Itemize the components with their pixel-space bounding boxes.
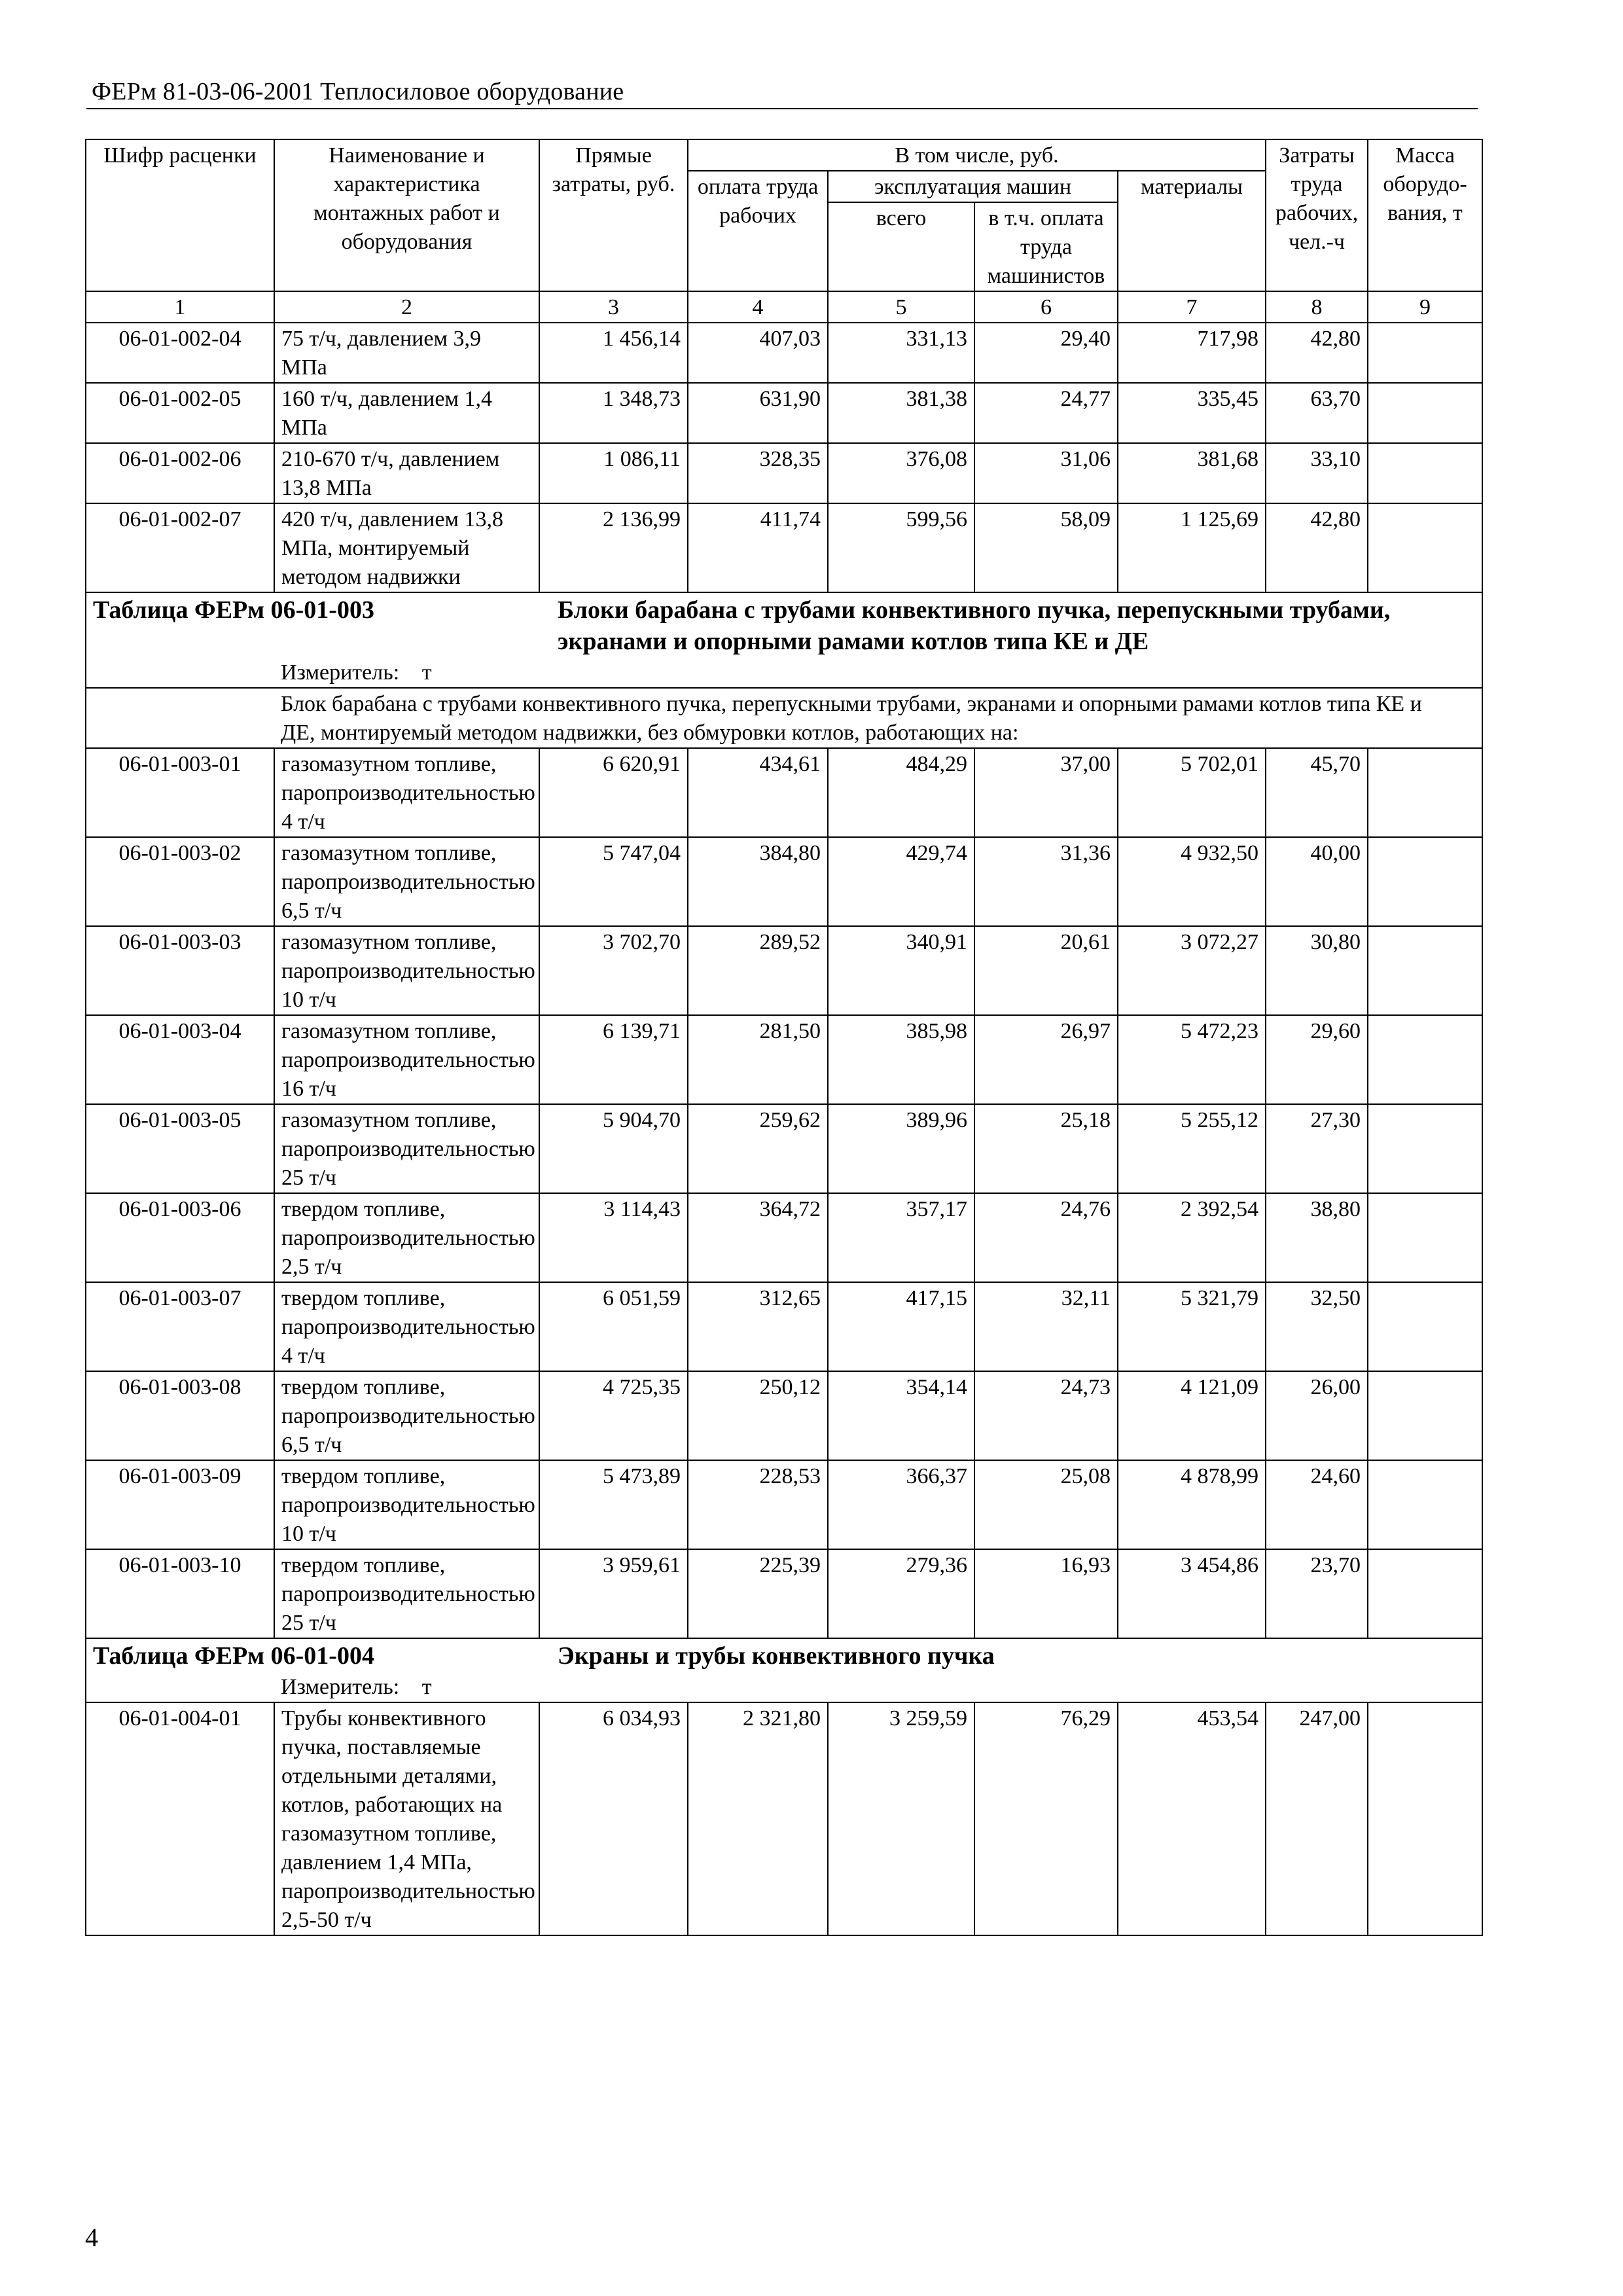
- work-name: 75 т/ч, давлением 3,9 МПа: [274, 323, 539, 383]
- work-name: газомазутном топливе, паропроизводительностью 16 т/ч: [274, 1015, 539, 1104]
- materials: 717,98: [1118, 323, 1266, 383]
- col-number: 4: [688, 291, 828, 323]
- table-row: [86, 748, 1482, 837]
- equipment-mass: [1368, 1282, 1482, 1371]
- materials: 381,68: [1118, 443, 1266, 503]
- section-title-cell: [539, 592, 1482, 657]
- machines-wages: 58,09: [974, 503, 1118, 592]
- rate-code: 06-01-003-08: [86, 1371, 274, 1460]
- machines-wages: 31,36: [974, 837, 1118, 926]
- rate-code: 06-01-003-10: [86, 1549, 274, 1638]
- wages: 2 321,80: [688, 1702, 828, 1935]
- wages: 225,39: [688, 1549, 828, 1638]
- wages: 328,35: [688, 443, 828, 503]
- equipment-mass: [1368, 383, 1482, 443]
- rate-code: 06-01-004-01: [86, 1702, 274, 1935]
- col-number: 9: [1368, 291, 1482, 323]
- labor-hours: 32,50: [1266, 1282, 1368, 1371]
- col-number: 7: [1118, 291, 1266, 323]
- materials: 5 255,12: [1118, 1104, 1266, 1193]
- section-label-cell: [86, 1638, 539, 1672]
- rows-table-002: [86, 323, 1482, 592]
- work-name: 160 т/ч, давлением 1,4 МПа: [274, 383, 539, 443]
- rate-code: 06-01-003-02: [86, 837, 274, 926]
- materials: 4 121,09: [1118, 1371, 1266, 1460]
- header-including: В том числе, руб.: [688, 139, 1266, 171]
- labor-hours: 40,00: [1266, 837, 1368, 926]
- machines-total: 381,38: [828, 383, 974, 443]
- measure-label: Измеритель:: [281, 660, 400, 685]
- machines-wages: 37,00: [974, 748, 1118, 837]
- machines-wages: 26,97: [974, 1015, 1118, 1104]
- wages: 384,80: [688, 837, 828, 926]
- col-number: 5: [828, 291, 974, 323]
- machines-wages: 76,29: [974, 1702, 1118, 1935]
- work-name: Трубы конвективного пучка, поставляемые отдельными деталями, котлов, работающих на газомазутном топливе, давлением 1,4 МПа, паропроизводительностью 2,5-50 т/ч: [274, 1702, 539, 1935]
- col-number: 8: [1266, 291, 1368, 323]
- machines-total: 376,08: [828, 443, 974, 503]
- machines-total: 354,14: [828, 1371, 974, 1460]
- measure-unit: т: [421, 660, 432, 685]
- table-row: [86, 503, 1482, 592]
- labor-hours: 24,60: [1266, 1460, 1368, 1549]
- machines-total: 385,98: [828, 1015, 974, 1104]
- table-row: [86, 1549, 1482, 1638]
- table-row: [86, 323, 1482, 383]
- materials: 5 321,79: [1118, 1282, 1266, 1371]
- section-title: Блоки барабана с трубами конвективного пучка, перепускными трубами, экранами и опорными рамами котлов типа КЕ и ДЕ: [558, 596, 1391, 655]
- measure-row: [86, 1672, 1482, 1702]
- equipment-mass: [1368, 1702, 1482, 1935]
- direct-costs: 6 139,71: [539, 1015, 688, 1104]
- direct-costs: 5 904,70: [539, 1104, 688, 1193]
- table-row: [86, 1702, 1482, 1935]
- machines-total: 340,91: [828, 926, 974, 1015]
- machines-total: 366,37: [828, 1460, 974, 1549]
- direct-costs: 3 959,61: [539, 1549, 688, 1638]
- col-number: 6: [974, 291, 1118, 323]
- work-name: твердом топливе, паропроизводительностью 10 т/ч: [274, 1460, 539, 1549]
- direct-costs: 1 348,73: [539, 383, 688, 443]
- wages: 281,50: [688, 1015, 828, 1104]
- measure-unit: т: [421, 1675, 432, 1699]
- rate-code: 06-01-003-01: [86, 748, 274, 837]
- intro-row: [86, 688, 1482, 748]
- work-name: газомазутном топливе, паропроизводительностью 6,5 т/ч: [274, 837, 539, 926]
- direct-costs: 6 051,59: [539, 1282, 688, 1371]
- header-labor: Затраты труда рабочих, чел.-ч: [1266, 139, 1368, 291]
- column-numbers-row: [86, 291, 1482, 323]
- wages: 364,72: [688, 1193, 828, 1282]
- work-name: твердом топливе, паропроизводительностью 4 т/ч: [274, 1282, 539, 1371]
- equipment-mass: [1368, 323, 1482, 383]
- table-row: [86, 1193, 1482, 1282]
- document-header-title: ФЕРм 81-03-06-2001 Теплосиловое оборудование: [92, 78, 624, 105]
- header-machines-wages: в т.ч. оплата труда машинистов: [974, 202, 1118, 291]
- equipment-mass: [1368, 748, 1482, 837]
- table-row: [86, 383, 1482, 443]
- materials: 335,45: [1118, 383, 1266, 443]
- labor-hours: 42,80: [1266, 503, 1368, 592]
- measure-cell: [274, 657, 1482, 688]
- labor-hours: 29,60: [1266, 1015, 1368, 1104]
- labor-hours: 26,00: [1266, 1371, 1368, 1460]
- work-name: твердом топливе, паропроизводительностью 6,5 т/ч: [274, 1371, 539, 1460]
- intro-spacer: [86, 688, 274, 748]
- section-003-header: [86, 592, 1482, 748]
- header-mass: Масса оборудо-вания, т: [1368, 139, 1482, 291]
- machines-wages: 24,73: [974, 1371, 1118, 1460]
- equipment-mass: [1368, 1015, 1482, 1104]
- header-wages: оплата труда рабочих: [688, 171, 828, 291]
- materials: 1 125,69: [1118, 503, 1266, 592]
- labor-hours: 30,80: [1266, 926, 1368, 1015]
- materials: 4 932,50: [1118, 837, 1266, 926]
- rate-code: 06-01-002-04: [86, 323, 274, 383]
- materials: 2 392,54: [1118, 1193, 1266, 1282]
- measure-cell: [274, 1672, 1482, 1702]
- direct-costs: 5 747,04: [539, 837, 688, 926]
- wages: 228,53: [688, 1460, 828, 1549]
- labor-hours: 38,80: [1266, 1193, 1368, 1282]
- measure-label: Измеритель:: [281, 1675, 400, 1699]
- work-name: твердом топливе, паропроизводительностью 2,5 т/ч: [274, 1193, 539, 1282]
- rate-code: 06-01-002-07: [86, 503, 274, 592]
- equipment-mass: [1368, 1549, 1482, 1638]
- header-name: Наименование и характеристика монтажных работ и оборудования: [274, 139, 539, 291]
- machines-wages: 25,18: [974, 1104, 1118, 1193]
- table-row: [86, 1104, 1482, 1193]
- materials: 3 072,27: [1118, 926, 1266, 1015]
- work-name: газомазутном топливе, паропроизводительностью 25 т/ч: [274, 1104, 539, 1193]
- wages: 250,12: [688, 1371, 828, 1460]
- equipment-mass: [1368, 1460, 1482, 1549]
- table-row: [86, 926, 1482, 1015]
- header-direct-costs: Прямые затраты, руб.: [539, 139, 688, 291]
- table-row: [86, 443, 1482, 503]
- labor-hours: 42,80: [1266, 323, 1368, 383]
- table-row: [86, 837, 1482, 926]
- header-machines-total: всего: [828, 202, 974, 291]
- rate-code: 06-01-003-03: [86, 926, 274, 1015]
- col-number: 1: [86, 291, 274, 323]
- table-row: [86, 1371, 1482, 1460]
- materials: 3 454,86: [1118, 1549, 1266, 1638]
- table-row: [86, 1015, 1482, 1104]
- rows-table-003: [86, 748, 1482, 1638]
- equipment-mass: [1368, 837, 1482, 926]
- col-number: 2: [274, 291, 539, 323]
- direct-costs: 1 456,14: [539, 323, 688, 383]
- machines-total: 484,29: [828, 748, 974, 837]
- machines-total: 417,15: [828, 1282, 974, 1371]
- materials: 5 472,23: [1118, 1015, 1266, 1104]
- work-name: газомазутном топливе, паропроизводительностью 10 т/ч: [274, 926, 539, 1015]
- labor-hours: 247,00: [1266, 1702, 1368, 1935]
- rate-code: 06-01-003-07: [86, 1282, 274, 1371]
- machines-wages: 24,76: [974, 1193, 1118, 1282]
- machines-wages: 16,93: [974, 1549, 1118, 1638]
- rates-table: [85, 139, 1483, 1936]
- materials: 4 878,99: [1118, 1460, 1266, 1549]
- rate-code: 06-01-002-06: [86, 443, 274, 503]
- rate-code: 06-01-003-04: [86, 1015, 274, 1104]
- direct-costs: 5 473,89: [539, 1460, 688, 1549]
- wages: 631,90: [688, 383, 828, 443]
- rate-code: 06-01-003-06: [86, 1193, 274, 1282]
- labor-hours: 63,70: [1266, 383, 1368, 443]
- page-number: 4: [85, 2223, 98, 2252]
- machines-total: 357,17: [828, 1193, 974, 1282]
- wages: 259,62: [688, 1104, 828, 1193]
- equipment-mass: [1368, 1104, 1482, 1193]
- table-row: [86, 1282, 1482, 1371]
- measure-row: [86, 657, 1482, 688]
- rate-code: 06-01-003-09: [86, 1460, 274, 1549]
- machines-wages: 20,61: [974, 926, 1118, 1015]
- work-name: твердом топливе, паропроизводительностью 25 т/ч: [274, 1549, 539, 1638]
- section-title-cell: [539, 1638, 1482, 1672]
- equipment-mass: [1368, 1193, 1482, 1282]
- wages: 312,65: [688, 1282, 828, 1371]
- machines-total: 429,74: [828, 837, 974, 926]
- direct-costs: 1 086,11: [539, 443, 688, 503]
- labor-hours: 23,70: [1266, 1549, 1368, 1638]
- machines-total: 279,36: [828, 1549, 974, 1638]
- machines-wages: 32,11: [974, 1282, 1118, 1371]
- direct-costs: 6 620,91: [539, 748, 688, 837]
- machines-wages: 29,40: [974, 323, 1118, 383]
- table-row: [86, 1460, 1482, 1549]
- materials: 5 702,01: [1118, 748, 1266, 837]
- measure-spacer: [86, 657, 274, 688]
- equipment-mass: [1368, 926, 1482, 1015]
- labor-hours: 33,10: [1266, 443, 1368, 503]
- direct-costs: 4 725,35: [539, 1371, 688, 1460]
- equipment-mass: [1368, 503, 1482, 592]
- col-number: 3: [539, 291, 688, 323]
- work-name: газомазутном топливе, паропроизводительностью 4 т/ч: [274, 748, 539, 837]
- intro-text: Блок барабана с трубами конвективного пучка, перепускными трубами, экранами и опорными рамами котлов типа КЕ и ДЕ, монтируемый методом надвижки, без обмуровки котлов, работающих на:: [274, 688, 1482, 748]
- wages: 407,03: [688, 323, 828, 383]
- header-code: Шифр расценки: [86, 139, 274, 291]
- measure-spacer: [86, 1672, 274, 1702]
- wages: 289,52: [688, 926, 828, 1015]
- work-name: 420 т/ч, давлением 13,8 МПа, монтируемый методом надвижки: [274, 503, 539, 592]
- machines-total: 599,56: [828, 503, 974, 592]
- header-row-1: [86, 139, 1482, 171]
- section-label-cell: [86, 592, 539, 657]
- rate-code: 06-01-003-05: [86, 1104, 274, 1193]
- machines-wages: 25,08: [974, 1460, 1118, 1549]
- machines-wages: 31,06: [974, 443, 1118, 503]
- header-rule: [86, 108, 1478, 109]
- machines-wages: 24,77: [974, 383, 1118, 443]
- section-004-header: [86, 1638, 1482, 1702]
- section-label: Таблица ФЕРм 06-01-004: [93, 1642, 374, 1670]
- labor-hours: 27,30: [1266, 1104, 1368, 1193]
- materials: 453,54: [1118, 1702, 1266, 1935]
- machines-total: 389,96: [828, 1104, 974, 1193]
- section-label: Таблица ФЕРм 06-01-003: [93, 596, 374, 624]
- header-machines: эксплуатация машин: [828, 171, 1118, 202]
- direct-costs: 3 114,43: [539, 1193, 688, 1282]
- direct-costs: 3 702,70: [539, 926, 688, 1015]
- work-name: 210-670 т/ч, давлением 13,8 МПа: [274, 443, 539, 503]
- wages: 411,74: [688, 503, 828, 592]
- equipment-mass: [1368, 443, 1482, 503]
- direct-costs: 6 034,93: [539, 1702, 688, 1935]
- section-title-row: [86, 1638, 1482, 1672]
- header-materials: материалы: [1118, 171, 1266, 291]
- labor-hours: 45,70: [1266, 748, 1368, 837]
- direct-costs: 2 136,99: [539, 503, 688, 592]
- section-title: Экраны и трубы конвективного пучка: [558, 1642, 995, 1670]
- section-title-row: [86, 592, 1482, 657]
- rate-code: 06-01-002-05: [86, 383, 274, 443]
- machines-total: 3 259,59: [828, 1702, 974, 1935]
- machines-total: 331,13: [828, 323, 974, 383]
- equipment-mass: [1368, 1371, 1482, 1460]
- wages: 434,61: [688, 748, 828, 837]
- rows-table-004: [86, 1702, 1482, 1935]
